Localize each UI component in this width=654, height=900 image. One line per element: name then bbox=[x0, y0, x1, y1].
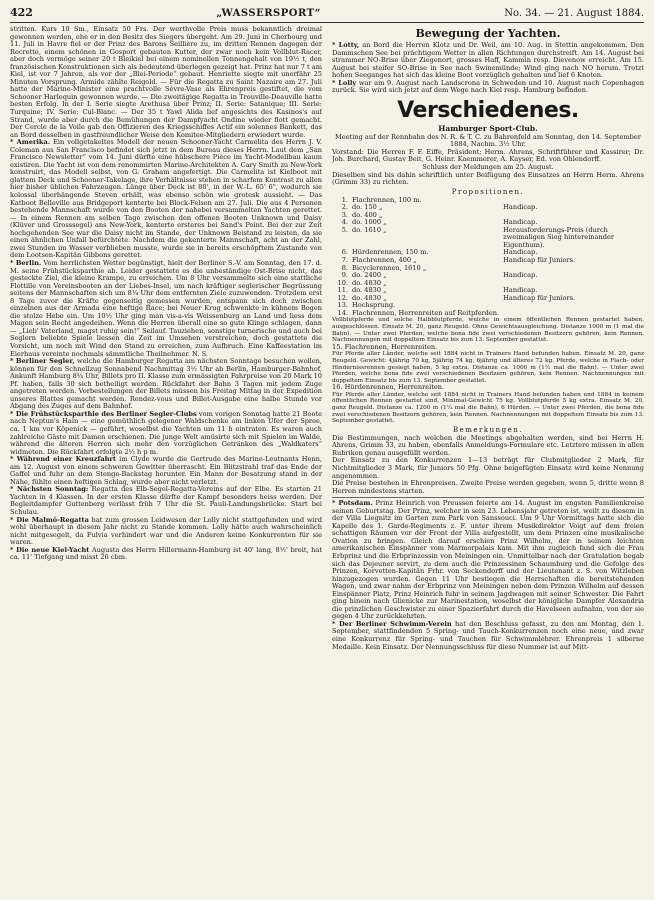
remarks bbox=[332, 435, 644, 495]
paragraph-text: hat zum grossen Leidwesen der Lolly nicht stattgefunden und wird wohl überhaupt in diesem Jahr nicht zu Stande kommen. Lolly hätte auch wahrscheinlich nicht mitgesegelt, da Fulvia verhindert war und die Anderen keine Konkurrenten für sie waren. bbox=[10, 515, 322, 547]
yacht-movements bbox=[332, 42, 644, 95]
race-distance: do. 400 „ bbox=[352, 210, 383, 219]
race-16-detail: Für Pferde aller Länder, welche seit 1884 nicht in Trainers Hand befunden haben und 1884 in keinem öffentlichen Rennen gestartet sind. Minimal-Gewicht 75 kg. Vollblutpferde 5 kg extra. Einsatz M. 20, ganz Reugeld. Distanze ca. 1200 m (1¼ mal die Bahn), 6 Hürden. — Unter zwei Pferden, die bona fide zwei verschiedenen Besitzern gehören, kein Rennen. Nachnennungen mit doppeltem Einsatz bis zum 13. September gestattet. bbox=[332, 391, 644, 425]
race-number: 5. bbox=[341, 225, 348, 234]
paragraph-lead: * Der Berliner Schwimm-Verein bbox=[332, 619, 452, 628]
paragraph-text: Prinz Heinrich von Preussen feierte am 14. August im engsten Familienkreise seinen Geburtstag. Der Prinz, welcher in sein 23. Lebensjahr getreten ist, weilt zu diesem in der Villa Liegnitz im Garten zum Park von Sanssouci. Um 9 Uhr Vormittags hatte sich die Kapelle des 1. Garde-Regiments z. F. unter ihrem Musikdirektor Voigt auf dem freien schattigen Räumen vor der Front der Villa aufgestellt, um dem Prinzen eine musikalische Ovation zu bringen. Gleich darauf erschien Prinz Wilhelm, der in seinem leichten amerikanischen Einspänner vom Marmorpalais kam. Mit ihm zugleich fand sich die Frau Erbprinz und die Erbprinzessin von Meiningen ein. Unmittelbar nach der Gratulation begab sich das Dejeuner servirt, zu dem auch die Prinzessinen Schaumburg und die Gefolge des Prinzen, Korvetten-Kapitän Frhr. von Seckendorff und der Lieutenant z. S. von Witzleben hinzugezogen wurden. Gegen 11 Uhr bestiegen die Herrschaften die bereitstehenden Wagen, und zwar nahm der Erbprinz von Meiningen neben dem Prinzen Wilhelm auf dessen Einspänner Platz, Prinz Heinrich fuhr in seinem Jagdwagen mit seiner Schwester. Die Fahrt ging hinein nach Glienicke zur Marinestation, woselbst der königliche Dampfer Alexandria die prinzlichen Geschwister zu einer Spazierfahrt durch die Havelseen aufnahm, von der sie gegen 4 Uhr zurückkehrten. bbox=[332, 499, 644, 621]
paragraph-lead: * Während einer Kreuzfahrt bbox=[10, 455, 116, 464]
paragraph-lead: * Die Malmö-Regatta bbox=[10, 515, 89, 524]
divider bbox=[332, 497, 644, 498]
race-15-title: 15. Flachrennen, Herrenreiten. bbox=[332, 342, 438, 351]
yacht-paragraph bbox=[332, 80, 644, 95]
race-description: Handicap. bbox=[503, 218, 538, 227]
columns bbox=[10, 26, 644, 898]
race-description: Handicap. bbox=[503, 271, 538, 280]
race-distance: do. 4830 „ bbox=[352, 293, 387, 302]
race-14-detail: Vollblutpferde und solche Halbblutpferde, welche in einem öffentlichen Rennen gestartet haben, ausgeschlossen. Einsatz M. 20, ganz Reugeld. Ohne Gewichtsausgleichung. Distanze 1000 m (1 mal die Bahn). — Unter zwei Pferden, welche bona fide zwei verschiedenen Besitzern gehören, kein Rennen. Nachnennungen mit doppeltem Einsatz bis zum 13. September gestattet. bbox=[332, 317, 644, 344]
race-distance: do. 4830 „ bbox=[352, 286, 387, 295]
race-number: 9. bbox=[341, 271, 348, 280]
race-number: 6. bbox=[341, 248, 348, 257]
left-paragraph bbox=[10, 260, 322, 358]
page-number: 422 bbox=[10, 6, 33, 19]
club-title: Hamburger Sport-Club. bbox=[438, 123, 538, 133]
race-distance: Hochsprung. bbox=[352, 301, 396, 310]
race-distance: Flachrennen, 400 „ bbox=[352, 256, 417, 265]
left-paragraph bbox=[10, 517, 322, 547]
race-distance: do. 150 „ bbox=[352, 203, 383, 212]
right-column bbox=[332, 26, 644, 898]
race-description: Handicap für Juniors. bbox=[503, 256, 576, 265]
page-header bbox=[10, 6, 644, 23]
left-paragraph bbox=[10, 358, 322, 411]
race-number: 4. bbox=[341, 218, 348, 227]
left-paragraph bbox=[10, 547, 322, 562]
section-title-yachts: Bewegung der Yachten. bbox=[415, 27, 561, 40]
meeting-close: Schluss der Meldungen am 25. August. bbox=[422, 163, 554, 172]
news-paragraph bbox=[332, 621, 644, 651]
race-description: Handicap für Juniors. bbox=[503, 293, 576, 302]
left-paragraph bbox=[10, 486, 322, 516]
race-list bbox=[332, 197, 644, 318]
issue-info: No. 34. — 21. August 1884. bbox=[504, 8, 644, 19]
news-items bbox=[332, 500, 644, 651]
paragraph-lead: * Die neue Kiel-Yacht bbox=[10, 545, 90, 554]
paragraph-text: im Clyde wurde die Gertrude des Marine-Leutnants Henn, am 12. August von einem schweren Gewitter überrascht. Ein Blitzstrahl traf das Ende der Gaffel und fuhr an dem Stenge-Backstag herunter. Ein Mann der Besatzung stand in der Nähe, fühlte einen heftigen Schlag, wurde aber nicht verletzt. bbox=[10, 455, 322, 486]
race-distance: do. 1610 „ bbox=[352, 225, 387, 234]
race-description bbox=[501, 302, 644, 310]
remark-paragraph: Die Bestimmungen, nach welchen die Meetings abgehalten werden, sind bei Herrn H. Ahrens, Grimm 33, zu haben, ebenfalls Anmeldungs-Formulare etc. Letztere müssen in allen Rubriken genau ausgefüllt werden. bbox=[332, 433, 644, 457]
paragraph-text: hat den Beschluss gefasst, zu den am Montag, den 1. September, stattfindenden 5 Spring- und Tauch-Konkurrenzen noch eine neue, und zwar eine Konkurrenz für Spring- und Tauchen für Schwimmlehrer. Ehrenpreis 1 silberne Medaille. Kein Einsatz. Der Nennungsschluss für diese Nummer ist auf Mitt- bbox=[332, 619, 644, 651]
remark-paragraph: Der Einsatz zu den Konkurrenzen 1—13 beträgt für Clubmitglieder 2 Mark, für Nichtmitglieder 3 Mark, für Juniors 50 Pfg. Ohne beigefügten Einsatz wird keine Nennung angenommen. bbox=[332, 456, 644, 480]
meeting-note: Dieselben sind bis dahin schriftlich unter Beifügung des Einsatzes an Herrn Herm. Ahrens (Grimm 33) zu richten. bbox=[332, 170, 644, 187]
race-number: 12. bbox=[337, 293, 348, 302]
race-number: 14. bbox=[337, 308, 348, 317]
paragraph-lead: * Lotty, bbox=[332, 41, 360, 49]
paragraph-lead: * Amerika. bbox=[10, 138, 51, 147]
paragraph-text: Regatta des Elb-Segel-Regatta-Vereins auf der Elbe. Es starten 21 Yachten in 4 Klassen. In der ersten Klasse dürfte der Kampf besonders heiss werden. Der Begleitdampfer Guttenberg verlässt früh 7 Uhr die St. Pauli-Landungsbrücke. Start bei Schulau. bbox=[10, 485, 322, 516]
paragraph-lead: * Lolly bbox=[332, 78, 357, 87]
yacht-paragraph bbox=[332, 42, 644, 80]
race-description: Herausforderungs-Preis (durch zweimaligen Sieg hintereinander Eigenthum). bbox=[503, 225, 614, 249]
paragraph-text: stritten. Kurs 10 Sm., Einsatz 50 Frs. Der werthvolle Preis muss bekanntlich dreimal gewonnen werden, ehe er in den Besitz des Siegers übergeht. Am 29. Juni in Cherbourg und 11. Juli in Havre fiel er der Prinz des Barons Seillière zu, im dritten Rennen dagegen der Recrette, einem schönen in Gosport gebauten Kutter, der zwar noch kein Vollblut-Racer, aber doch vermöge seiner 20 t Bleikiel bei einem nominellen Tonnengehalt von 19½ t, den französischen Konstruktionen sich als bedeutend überlegen gezeigt hat. Prinz hat nur 7 t am Kiel, ist vor 7 Jahren, als vor der „Blei-Periode“ gebaut. Henriette siegte mit unerfähr 25 Minuten Vorsprung. Armide zählte Reigold. — Für die Regatta zu Saint Nazaire am 27. Juli hatte der Marine-Minister eine prachtvolle Sèvre-Vase als Ehrenpreis gestiftet, die vom Schooner Harlequin gewonnen wurde. — Die zweitägige Regatta in Trouville-Deauville hatte besten Erfolg. In der I. Serie siegte Arethusa über Prinz; II. Serie: Satanique; III. Serie: Turquine; IV. Serie: Cul-Blanc. — Der 35 t Yawl Alida lief angesichts des Kasinos's auf Strand, wurde aber durch die Bemühungen der Dampfyacht Ondine wieder flott gemacht. Der Cercle de la Voile gab den Offizieren des Kriegsschiffes Actif ein solennes Bankett, das an Bord desselben in gastfreundlicher Weise den Komitee-Mitgliedern erwiedert wurde. bbox=[10, 26, 322, 139]
race-distance: do. 1000 „ bbox=[352, 218, 387, 227]
race-distance: do. 2400 „ bbox=[352, 271, 387, 280]
remarks-heading: Bemerkungen. bbox=[452, 425, 524, 434]
race-row bbox=[332, 310, 644, 318]
race-number: 2. bbox=[341, 203, 348, 212]
race-number: 1. bbox=[341, 195, 348, 204]
masthead: „WASSERSPORT“ bbox=[216, 8, 321, 19]
paragraph-text: vom vorigen Sonntag hatte 21 Boote nach Neptun's Hain — eine gemüthlich gelegener Waldschenke am linken Ufer der Spree, ca. 1 km vor Köpenick — geführt, woselbst die Yachten um 11 h eintraten. Es waren auch zahlreiche Gäste mit Damen erschienen. Die junge Welt amüsirte sich mit Spielen im Walde, während die älteren Herren sich mehr den vorzüglichen Getränken des „Waldkaters“ widmeten. Die Rückfahrt erfolgte 2½ h p m. bbox=[10, 409, 322, 456]
paragraph-lead: * Potsdam. bbox=[332, 499, 373, 508]
race-description: Handicap. bbox=[503, 203, 538, 212]
race-16-title: 16. Hürdenrennen, Herrenreiten. bbox=[332, 383, 445, 392]
race-number: 11. bbox=[337, 286, 348, 295]
left-paragraph bbox=[10, 411, 322, 456]
paragraph-text: war am 9. August nach Landscrona in Schweden und 10. August nach Copenhagen zurück. Sie wird sich jetzt auf dem Wege nach Kiel resp. Hamburg befinden. bbox=[332, 78, 644, 95]
section-title-miscellaneous: Verschiedenes. bbox=[397, 97, 579, 123]
propositions-heading: Propositionen. bbox=[451, 187, 525, 196]
paragraph-text: Vom herrlichsten Wetter begünstigt, hielt der Berliner S.-V. am Sonntag, den 17. d. M. seine Frühstücksparthie ab. Leider gestattete es die unbeständige Ost-Brise nicht, das gesteckte Ziel, die kleine Krampe, zu erreichen. Um 8 Uhr versammelte sich eine stattliche Flottille von Vereinsbooten an der Liebes-Insel, um nach kräftiger seglerischer Begrüssung seitens der Mannschaften sich um 8¼ Uhr dem entfernten Ziele zuzuwenden. Trotzdem erst 8 Tage zuvor die Kräfte gegenseitig gemessen wurden, entspann sich doch zwischen einzelnen aus der Armada eine heftige Race; bei Neuer Krug schwenkte in kühnem Bogen die stolze Hebe ein. Um 10½ Uhr ging man vis-a-vis Weissenburg an Land und liess dem Magen sein Recht angedeihen. Wenn die Herren überall eine so gute Klinge schlagen, dann — „Lieb' Vaterland, magst ruhig sein!“ Seilauf. Tauziehen, sonstige turnerische und auch bei Seglern beliebte Spiele liessen die Zeit im Umsehen verstreichen, doch gestattete die Vorsicht, um noch mit Wind den Stand zu erreichen, zum Aufbruch. Eine Kaffeestation im Eierhaus vereinte nochmals sämmtliche Theilnehmer. N. S. bbox=[10, 258, 322, 358]
race-distance: Bicyclerennen, 1610 „ bbox=[352, 263, 427, 272]
paragraph-lead: * Die Frühstücksparthie des Berliner Segler-Clubs bbox=[10, 409, 197, 418]
paragraph-lead: * Nächsten Sonntag: bbox=[10, 485, 89, 494]
paragraph-text: an Bord die Herren Klotz und Dr. Weil, am 10. Aug. in Stettin angekommen. Den Dammschen See bei prächtigem Wetter in allen Richtungen durchstreift. Am 14. August bei strammer NO-Brise über Ziegenort, grosses Haff, Kammin resp. Dievenow erreicht. Am 15. August bei steifer SO-Brise in See nach Swinemünde; Wind ging nach NO herum. Trotzt hohen Seeganges hat sich das kleine Boot vorzüglich gehalten und lief 6 Knoten. bbox=[332, 41, 644, 80]
race-number: 3. bbox=[341, 210, 348, 219]
left-paragraph bbox=[10, 26, 322, 139]
meeting-board: Vorstand: Die Herren F. F. Eiffe, Präsident; Herm. Ahrens, Schriftführer und Kassirer; Dr. Joh. Burchard, Gustav Beit, G. Heinr. Kaemmerer, A. Kayser, Ed. von Ohlendorff. bbox=[332, 147, 644, 164]
race-distance: do. 4830 „ bbox=[352, 278, 387, 287]
race-description: Handicap. bbox=[503, 286, 538, 295]
race-number: 10. bbox=[337, 278, 348, 287]
race-number: 7. bbox=[341, 256, 348, 265]
race-row bbox=[332, 227, 644, 250]
remark-paragraph: Die Preise bestehen in Ehrenpreisen. Zweite Preise werden gegeben, wenn 5, dritte wenn 8 Herren mindestens starten. bbox=[332, 479, 644, 495]
race-distance: Hürdenrennen, 150 m. bbox=[352, 248, 429, 257]
paragraph-lead: * Berliner Segler, bbox=[10, 357, 75, 366]
race-number: 13. bbox=[337, 301, 348, 310]
paragraph-text: welche die Hamburger Regatta am nächsten Sonntage besuchen wollen, können für den Schnellzug Sonnabend Nachmittag 3½ Uhr ab Berlin, Hamburger-Bahnhof, Ankunft Hamburg 8¾ Uhr, Billets pro II. Klasse zum ermässigten Fahrpreise von 20 Mark 10 Pf. haben, falls 30 sich betheiligt werden. Rückfahrt der Bahn 3 Tagen mit jedem Zuge angetreten werden. Vorbestellungen der Billets müssen bis Freitag Mittag in der Expedition unseres Blattes gemacht werden. Rendez-vous und Billet-Ausgabe eine halbe Stunde vor Abgang des Zuges auf dem Bahnhof. bbox=[10, 357, 322, 411]
race-15-detail: Für Pferde aller Länder, welche seit 1884 nicht in Trainers Hand befunden haben. Einsatz M. 20, ganz Reugeld. Gewicht: 4jährig 70 kg, 5jährig 74 kg, 6jährig und älteres 72 kg. Pferde, welche in Flach- oder Hindernissrennen gesiegt haben, 5 kg extra. Distanze ca. 1000 m (1½ mal die Bahn). — Unter zwei Pferden, welche bona fide zwei verschiedenen Besitzern gehören, kein Rennen. Nachnennungen mit doppeltem Einsatz bis zum 13. September gestattet. bbox=[332, 351, 644, 384]
paragraph-text: Ein vollgetakeltes Modell der neuen Schooner-Yacht Carmelita des Herrn J. V. Coleman aus San Francisco befindet sich jetzt in dem Bureau dieses Herrn. Laut dem „San Francisco Newsletter“ vom 14. Juni dürfte eine hübschere Pièce im Yacht-Modellbau kaum existiren. Die Yacht ist von dem renommirten Marine-Architekten A. Cary Smith zu New-York konstruirt, das Modell selbst, von G. Graham angefertigt. Die Carmelita ist Kielboot mit glattem Deck und Schooner-Takelage, ihre Verhältnisse stehen in scharfem Kontrast zu allen hier bisher üblichen Fahrzeugen. Länge über Deck ist 80', in der W.-L. 65' 6", wodurch sie kolossal überhängende Steven erhält, was ebenso schön wie grotesk aussieht. — Das Katboot Belleville aus Bridgeport kenterte bei Block-Felsen am 27. Juli. Die aus 4 Personen bestehende Mannschaft wurde von den Booten der nahebei versammelten Yachten gerettet. — In einem Rennen am selben Tage zwischen den offenen Booten Unknown und Daisy (Klüver und Grosssegel) ans New-York, kenterte ersteres bei Sand's Point. Bei der zur Zeit hochgehenden See war die Daisy nicht im Stande, der Unknown Beistand zu leisten, da sie einen ähnlichen Unfall befürchtete. Nachdem die gekenterte Mannschaft, acht an der Zahl, zwei Stunden im Wasser verblieben musste, wurde sie in bereits erschöpftem Zustande von dem Lootsen-Kapitän Gibbons gerettet. bbox=[10, 138, 322, 260]
race-description bbox=[501, 310, 644, 318]
left-paragraph bbox=[10, 139, 322, 260]
left-column bbox=[10, 26, 322, 898]
news-paragraph bbox=[332, 500, 644, 621]
left-paragraph bbox=[10, 456, 322, 486]
race-distance: Flachrennen, 100 m. bbox=[352, 195, 422, 204]
paragraph-text: Augusta des Herrn Hillermann-Hamburg ist 40' lang, 8½' breit, hat ca. 11' Tiefgang und misst 26 cbm. bbox=[10, 545, 322, 562]
race-distance: Flachrennen, Herrenreiten auf Reitpferden. bbox=[352, 308, 500, 317]
race-number: 8. bbox=[341, 263, 348, 272]
meeting-intro: Meeting auf der Rennbahn des N. R. & T. C. zu Bahrenfeld am Sonntag, den 14. September 1884, Nachm. 3½ Uhr. bbox=[335, 132, 641, 149]
paragraph-lead: * Berlin. bbox=[10, 258, 42, 267]
race-description: Handicap. bbox=[503, 248, 538, 257]
